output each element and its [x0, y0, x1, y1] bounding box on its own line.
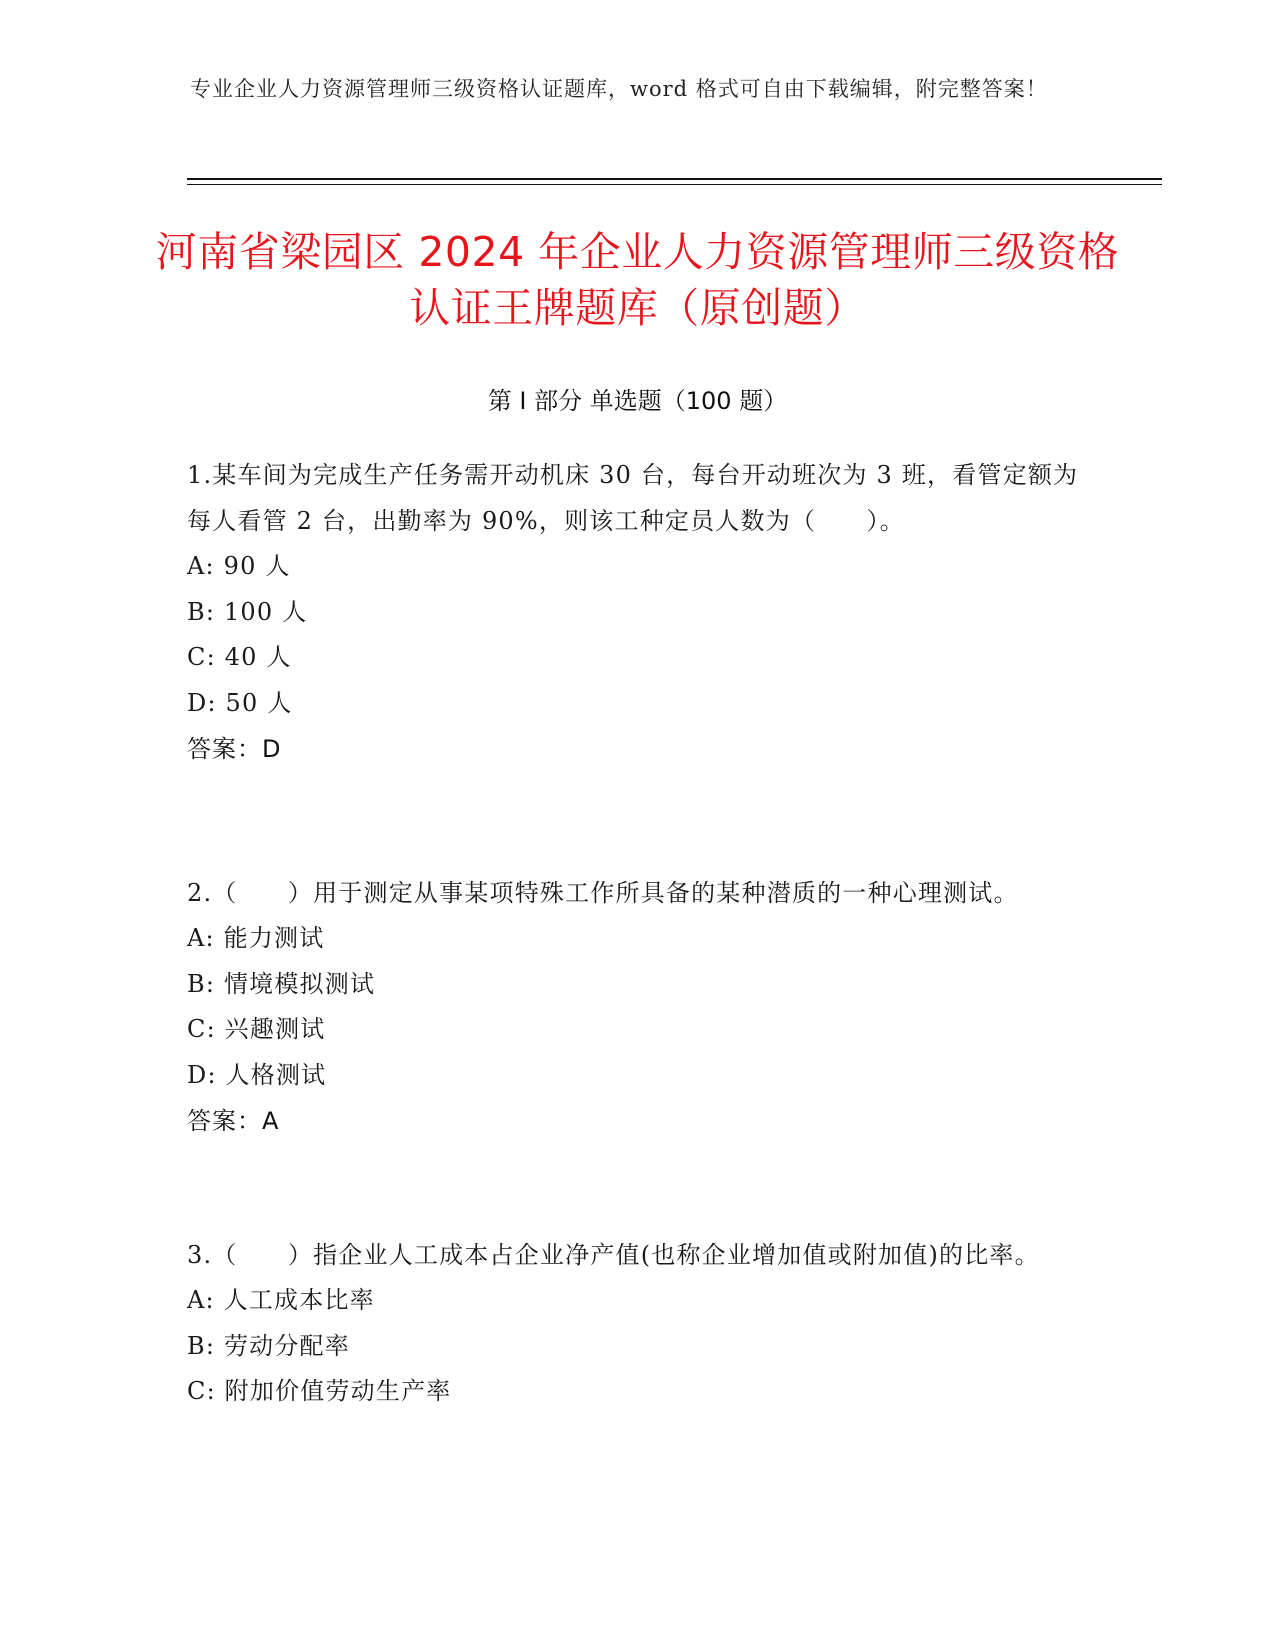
header-divider-thick	[187, 178, 1162, 180]
option-d: D: 人格测试	[187, 1060, 327, 1089]
question-stem: 2.（ ）用于测定从事某项特殊工作所具备的某种潜质的一种心理测试。	[187, 879, 1019, 907]
question-1	[187, 452, 1087, 772]
option-c: C: 附加价值劳动生产率	[187, 1377, 452, 1405]
option-c: C: 40 人	[187, 643, 292, 671]
option-b: B: 情境模拟测试	[187, 969, 376, 998]
option-a: A: 能力测试	[187, 924, 325, 952]
document-title: 河南省梁园区 2024 年企业人力资源管理师三级资格认证王牌题库（原创题）	[155, 228, 1120, 332]
option-d: D: 50 人	[187, 688, 293, 717]
answer-line: 答案：D	[187, 735, 282, 763]
option-c: C: 兴趣测试	[187, 1015, 326, 1043]
section-heading: 第 I 部分 单选题（100 题）	[487, 387, 788, 415]
header-note: 专业企业人力资源管理师三级资格认证题库，word 格式可自由下载编辑，附完整答案！	[190, 77, 1048, 101]
option-a: A: 90 人	[187, 552, 291, 580]
question-stem: 3.（ ）指企业人工成本占企业净产值(也称企业增加值或附加值)的比率。	[187, 1241, 1040, 1269]
question-2	[187, 870, 1087, 1144]
option-a: A: 人工成本比率	[187, 1286, 375, 1314]
answer-line: 答案：A	[187, 1107, 280, 1135]
question-stem: 1.某车间为完成生产任务需开动机床 30 台，每台开动班次为 3 班，看管定额为每人看管 2 台，出勤率为 90%，则该工种定员人数为（ ）。	[187, 461, 1079, 535]
option-b: B: 劳动分配率	[187, 1331, 350, 1360]
question-3	[187, 1232, 1087, 1415]
header-divider-thin	[187, 184, 1162, 185]
option-b: B: 100 人	[187, 597, 308, 626]
